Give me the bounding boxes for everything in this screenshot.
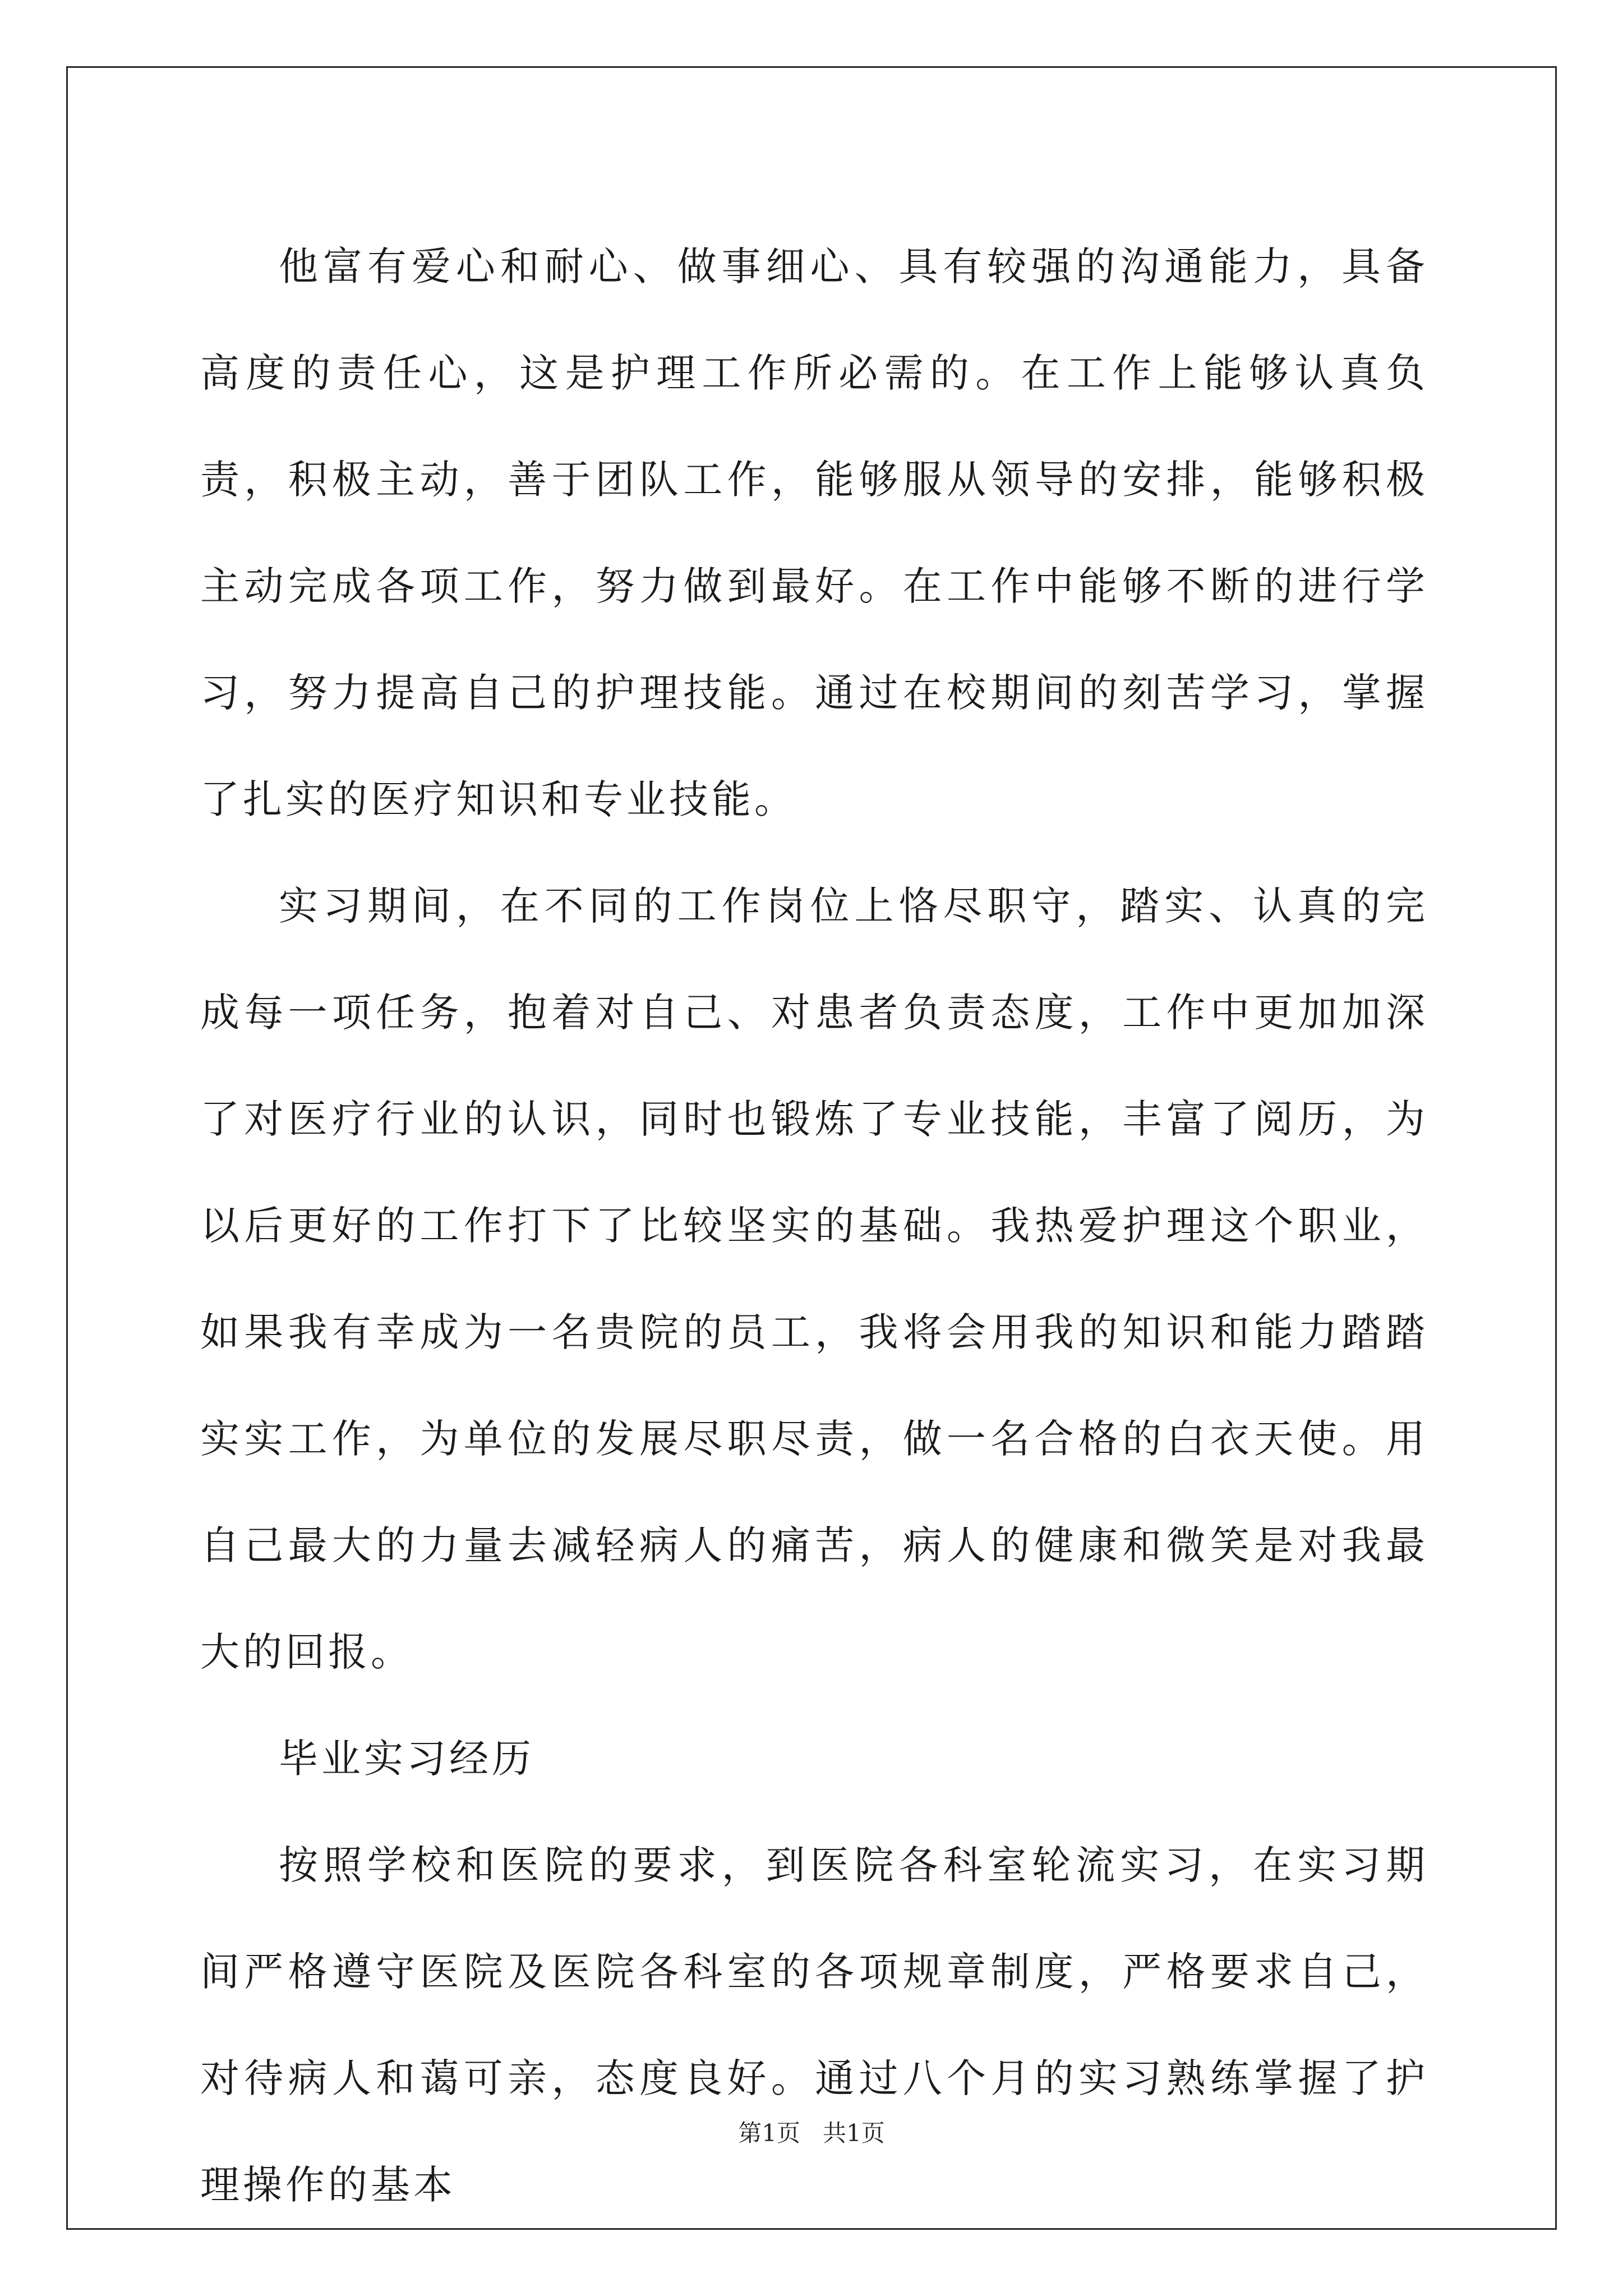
paragraph-2: 实习期间，在不同的工作岗位上恪尽职守，踏实、认真的完成每一项任务，抱着对自己、对患者负责态度，工作中更加加深了对医疗行业的认识，同时也锻炼了专业技能，丰富了阅历，为以后更好的工作打下了比较坚实的基础。我热爱护理这个职业，如果我有幸成为一名贵院的员工，我将会用我的知识和能力踏踏实实工作，为单位的发展尽职尽责，做一名合格的白衣天使。用自己最大的力量去减轻病人的痛苦，病人的健康和微笑是对我最大的回报。 <box>200 883 1428 1675</box>
page-number: 第1页 <box>738 2119 800 2147</box>
paragraph-3: 按照学校和医院的要求，到医院各科室轮流实习，在实习期间严格遵守医院及医院各科室的各项规章制度，严格要求自己，对待病人和蔼可亲，态度良好。通过八个月的实习熟练掌握了护理操作的基本 <box>200 1842 1428 2208</box>
page-total: 共1页 <box>823 2119 885 2147</box>
document-body <box>200 213 1428 2238</box>
page-footer <box>0 2119 1623 2147</box>
paragraph-1: 他富有爱心和耐心、做事细心、具有较强的沟通能力，具备高度的责任心，这是护理工作所必需的。在工作上能够认真负责，积极主动，善于团队工作，能够服从领导的安排，能够积极主动完成各项工作，努力做到最好。在工作中能够不断的进行学习，努力提高自己的护理技能。通过在校期间的刻苦学习，掌握了扎实的医疗知识和专业技能。 <box>200 243 1428 822</box>
section-heading: 毕业实习经历 <box>279 1736 534 1782</box>
